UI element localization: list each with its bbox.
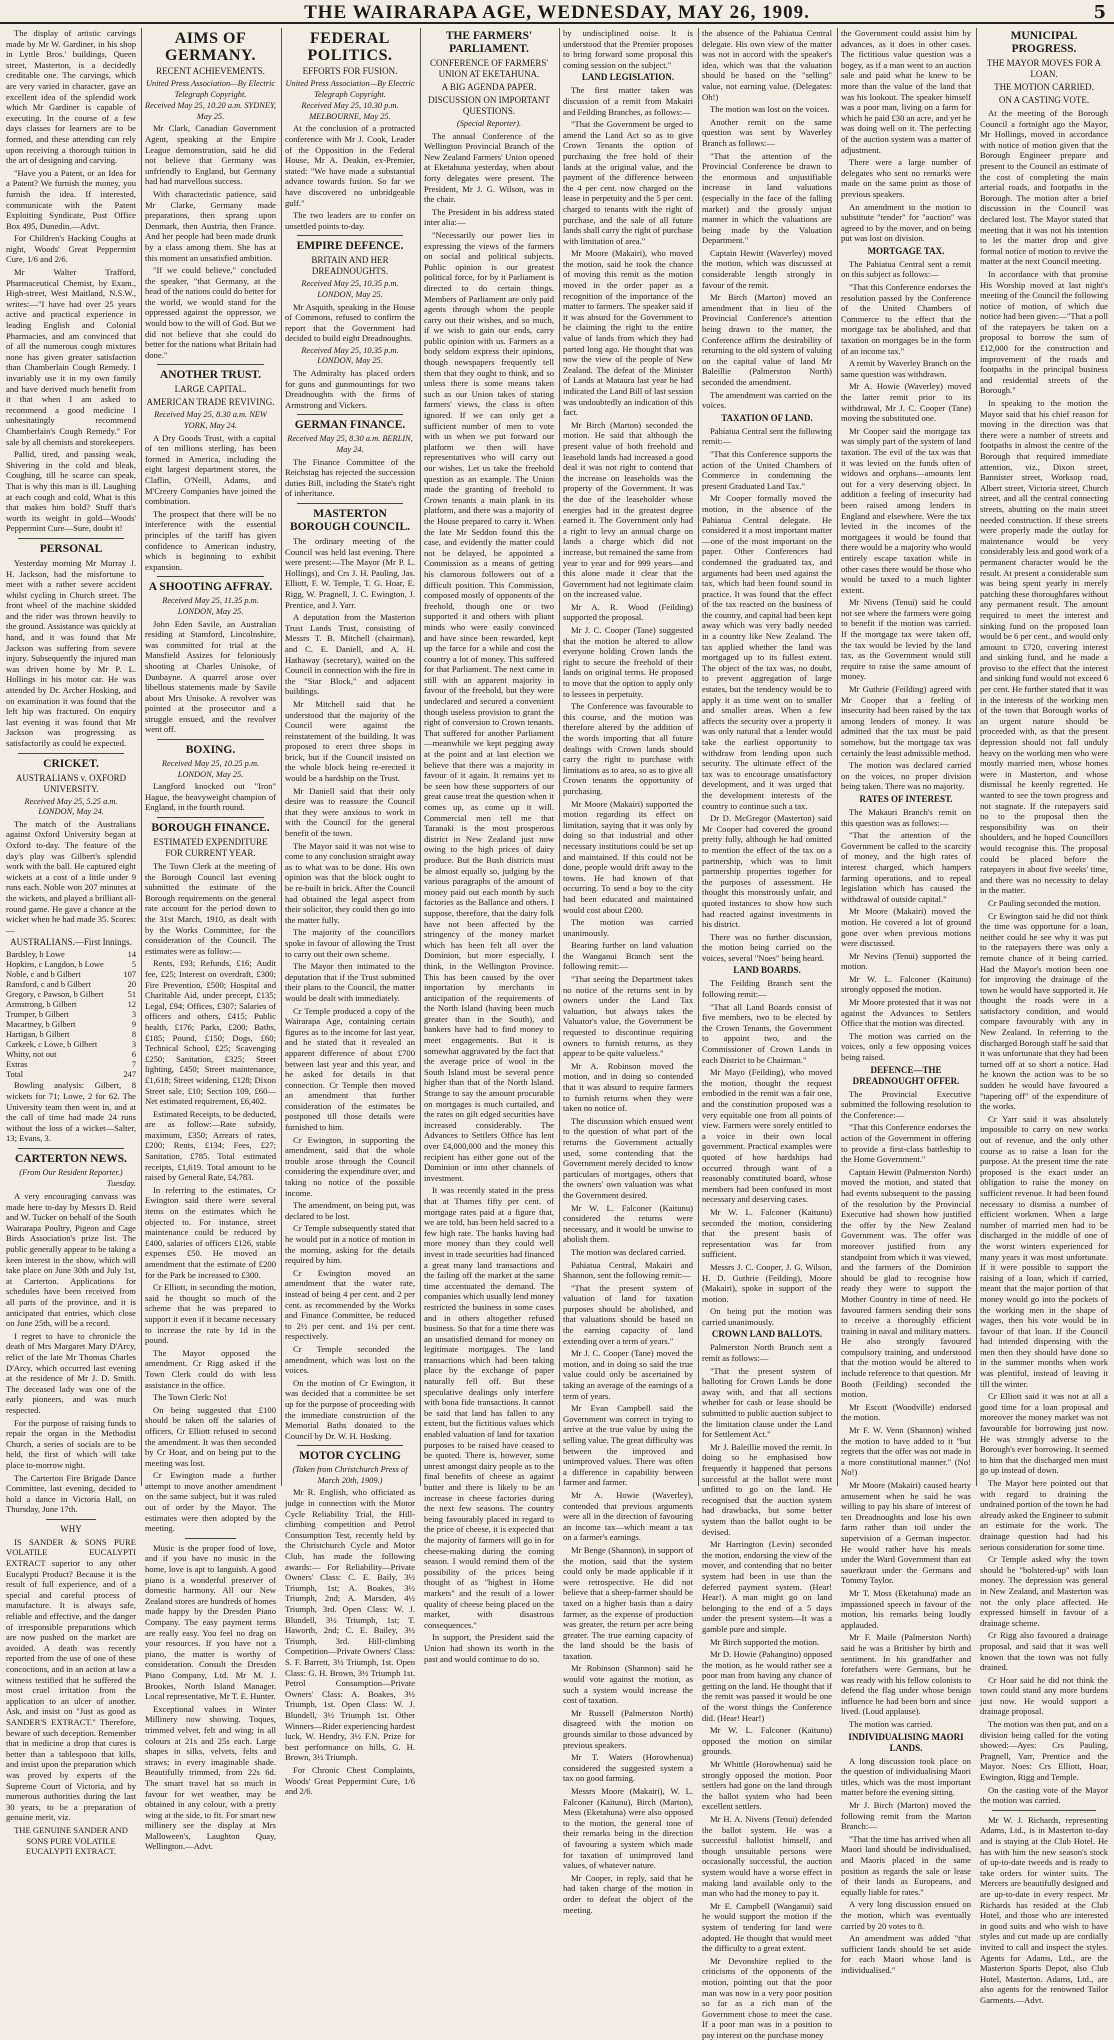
- cricket-innings: AUSTRALIANS.—First Innings.: [10, 937, 132, 948]
- dread-para-7: Mr T. Moss (Eketahuna) made an impassioned speech in favour of the motion, his remarks being loudly applauded.: [841, 1587, 971, 1630]
- batsman-runs: 9: [131, 1020, 136, 1030]
- scorecard-row: [6, 980, 136, 990]
- boxing-dateline: Received May 25, 10.25 p.m. LONDON, May 25.: [161, 759, 260, 779]
- council-para-5: The Mayor said it was not wise to come to any conclusion straight away as to what was to be done. His own opinion was that the block ought to be re-built in brick. After the Council had obtained the legal aspect from their solicitor, they could then go into the matter fully.: [285, 840, 415, 925]
- separator: [297, 235, 403, 236]
- separator: [46, 1519, 96, 1520]
- aims-para-2: With characteristic patience, said Mr Clarke, Germany made preparations, then sprang upon Denmark, then Austria, then France. And her people had been made drunk by a class among them. She has at this moment an unsatisfied ambition.: [145, 188, 276, 263]
- batsman-runs: 14: [127, 950, 136, 960]
- council-para-13: Cr Temple seconded the amendment, which was lost on the voices.: [285, 1343, 415, 1376]
- ballots-para-6: Mr D. Howie (Pahangino) opposed the motion, as he would rather see a poor man from having any chance of getting on the land. He thought that if the remit was passed it would be one of the worst things the Conference did. (Hear! Hear!): [702, 1649, 832, 1723]
- trust-dateline: Received May 25, 8.30 a.m. NEW YORK, May 24.: [154, 410, 267, 431]
- boards-para-2: "That all Land Boards consist of five members, two to be elected by the Crown Tenants, the Government to appoint two, and the Commissioner of Crown Lands in each District to be Chairman.": [702, 1001, 832, 1065]
- land-para-10: Bearing further on land valuation the Wanganui Branch sent the following remit:—: [563, 940, 693, 972]
- carterton-credit: (From Our Resident Reporter.): [19, 1167, 123, 1177]
- subheading-trust: LARGE CAPITAL.: [174, 384, 247, 395]
- col6-para-3: Another remit on the same question was sent by Waverley Branch as follows:—: [702, 116, 832, 148]
- municipal-para-7: Cr Elliott said it was not at all a good time for a loan proposal and moreover the money market was not favourable for borrowing just now. He was strongly adverse to the Borough's ever borrowing. It seemed to him that the discharged men must go up instead of down.: [980, 1391, 1108, 1476]
- tax-para-2: "That this Conference supports the action of the United Chambers of Commerce in condemning the present Graduated Land Tax.": [702, 448, 832, 491]
- mortgage-para-2: "That this Conference endorses the resolution passed by the Conference of the United Chambers of Commerce to the effect that the mortgage tax be abolished, and that taxation on mortgages be in the form of an income tax.": [841, 282, 971, 356]
- col7-para-2: There were a large number of delegates who sent no remarks were made on the same point as those of previous speakers.: [841, 157, 971, 199]
- batsman-name: Extras: [6, 1060, 28, 1070]
- boards-para-5: Messrs J. C. Cooper, J. G. Wilson, H. D. Guthrie (Feilding), Moore (Makairi), spoke in support of the motion.: [702, 1261, 832, 1304]
- boards-para-3: Mr Mayo (Feilding), who moved the motion, thought the request embodied in the remit was a fair one, and the constitution proposed was a very equitable one from all points of view. Farmers were sorely entitled to a voice in their own local government. Practical examples were quoted of how hardships had occurred through want of a reasonably constituted board, whose members had been confused in most necessary and deserving cases.: [702, 1067, 832, 1205]
- heading-land-legislation: LAND LEGISLATION.: [581, 72, 675, 83]
- land-para-6: Mr J. C. Cooper (Tane) suggested that the motion be altered to allow everyone holding Crown lands the right to secure the freehold of their lands on original terms. He proposed to move that the option to apply only to lessees in perpetuity.: [563, 625, 693, 699]
- heading-empire: EMPIRE DEFENCE.: [296, 240, 404, 253]
- col6-para-6: Mr Birch (Marton) moved an amendment that in lieu of the Provincial Conference's attention being drawn to the matter, the Conference affirm the desirability of returning to the old system of valuing on the capital value of land Mr Baleillie (Palmerston North) seconded the amendment.: [702, 292, 832, 387]
- ballots-para-9: Mr H. A. Nivens (Tenui) defended the ballot system. He was a successful ballotist himself, and though unsuitable persons were occasionally successful, the auction system would have a worse effect in making land available only to the man who had the money to pay it.: [702, 1814, 832, 1899]
- german-dateline: Received May 25, 8.30 a.m. BERLIN, May 24.: [287, 434, 413, 455]
- federal-para-1: At the conclusion of a protracted conference with Mr J. Cook, Leader of the Opposition in the Federal House, Mr A. Deakin, ex-Premier, stated: "We have made a substantial advance towards fusion. So far we have discovered no unbridgeable gulf.": [285, 123, 415, 208]
- land-para-2: "That the Government be urged to amend the Land Act so as to give Crown Tenants the option of purchasing the free hold of their lands at the original value, and the payment of the difference between the 4 per cent. now charged on the lease in perpetuity and the 5 per cent. charged to tenants with the right of purchase, and the sale of all future lands shall carry the right of purchase with limitation of area.": [563, 119, 693, 246]
- col7-para-1: the Government could assist him by advances, as it does in other cases. The fictitious value question was a bogey, as if a man went to an auction sale and paid what he knew to be more than the value of the land that was his lookout. The speaker himself was a poor man, living on a farm for which he paid £30 an acre, and yet he was doing well on it. The perfecting of the auction system was a matter of adjustment.: [841, 28, 971, 155]
- ad-rhyme: Pallid, tired, and passing weak, Shivering in the cold and bleak, Coughing, till he scarce can speak, That is why this man is ill. Laughing at each cough and cold, What is this that makes him bold? Stuff that's worth its weight in gold—Woods' Peppermint Cure—Sure, doubt it!: [6, 449, 136, 534]
- mortgage-para-5: Mr Cooper said the mortgage tax was simply part of the system of land taxation. The evil of the tax was that it was levied on the funds often of widows and orphans—amounts lent out for a very deserving object. In addition a feeling of insecurity had been raised among lenders in England and elsewhere. Were the tax levied in the incomes of the mortgagees it would be found that there would be a majority who would entirely escape taxation while in other cases there would be those who would be taxed to a much lighter extent.: [841, 425, 971, 595]
- boxing-text: Langford knocked out "Iron" Hague, the heavyweight champion of England, in the fourth round.: [145, 781, 276, 813]
- separator: [18, 538, 124, 539]
- finance-para-6: The Mayor opposed the amendment. Cr Rigg asked if the Town Clerk could do with less assistance in the office.: [145, 1347, 276, 1390]
- subheading-federal: EFFORTS FOR FUSION.: [302, 66, 398, 76]
- tax-para-1: Pahiatua Central sent the following remit:—: [702, 425, 832, 447]
- column-7: [841, 28, 971, 1975]
- column-4: [424, 28, 554, 1664]
- ballots-para-7: Mr W. L. Falconer (Kaitunu) opposed the motion on similar grounds.: [702, 1725, 832, 1757]
- subheading-empire: BRITAIN AND HER DREADNOUGHTS.: [311, 255, 389, 277]
- column-3: [285, 28, 415, 1797]
- ad-cough: For Children's Hacking Coughs at night, Woods' Great Peppermint Cure, 1/6 and 2/6.: [6, 233, 136, 265]
- carterton-para-2: I regret to have to chronicle the death of Mrs Margaret Mary D'Arcy, relict of the late Mr Thomas Charles D'Arcy, which occurred last evening at the residence of Mr J. D. Smith. The deceased lady was one of the early pioneers, and was much respected.: [6, 1330, 136, 1415]
- land-para-23: Mr Russell (Palmerston North) disagreed with the motion on grounds similar to those advanced by previous speakers.: [563, 1707, 693, 1750]
- municipal-para-6: Cr Yarr said it was absolutely impossible to carry on new works out of revenue, and the only other course as to raise a loan for the purpose. At the present time the rate proposed is the exact under an obligation to raise the money on sufficient revenue. It had been found necessary to dismiss a number of efficient workmen. When a large number of married men had to be discharged in the middle of one of the worst winters experienced for many years it was most unfortunate. If it were possible to support the raising of a loan, which if carried, meant that the major portion of that money would go into the pockets of the working men in the shape of wages, then his vote would be in favour of that loan. If the Council had intended dispensing with the men then they should have done so in the summer months when work was plentiful, instead of leaving it till the winter.: [980, 1113, 1108, 1389]
- col6-para-1: the absence of the Pahiatua Central delegate. His own view of the matter was not in accord with the speaker's idea, which was that the valuation should be based on the "selling" value, not earning value. (Delegates: Oh!): [702, 28, 832, 102]
- ad-patent: "Have you a Patent, or an Idea for a Patent? We furnish the money, you furnish the idea. If interested, communicate with the Patent Exploiting Syndicate, Post Office Box 495, Dunedin.—Advt.: [6, 167, 136, 231]
- separator: [157, 576, 264, 577]
- trust-para-1: A Dry Goods Trust, with a capital of ten millions sterling, has been formed in America, including the eight largest department stores, the Claflin, O'Neill, Adams, and M'Creery Companies have joined the combination.: [145, 432, 276, 507]
- rates-para-2: "That the attention of the Government be called to the scarcity of money, and the high rates of interest charged, which hampers farming operations, and to repeal legislation which has caused the withdrawal of outside capital.": [841, 830, 971, 904]
- batsman-runs: 20: [127, 980, 136, 990]
- land-para-25: Messrs Moore (Makairi), W. L. Falconer (Kaitunu), Birch (Marton), Mess (Eketahuna) were also opposed to the motion, the general tone of their remarks being in the direction of favouring a system which made for taxation of unimproved land values, of whatever nature.: [563, 1786, 693, 1871]
- article-carvings: The display of artistic carvings made by Mr W. Gardiner, in his shop in Lyttle Bros.' buildings, Queen street, Masterton, is a decidedly creditable one. The carvings, which are very varied in character, gave an excellent idea of the splendid work which Mr Gardiner is capable of executing. In the course of a few days classes for learners are to be formed, and these attending can rely upon receiving a thorough tuition in the art of designing and carving.: [6, 28, 136, 166]
- batsman-name: Carkeek, c Lowe, b Gilbert: [6, 1040, 98, 1050]
- batsman-name: Whitty, not out: [6, 1050, 57, 1060]
- batsman-runs: 8: [131, 1030, 136, 1040]
- column-1: [6, 28, 136, 1857]
- tax-para-5: There was no further discussion, the motion being carried on the voices, several "Noes" being heard.: [702, 931, 832, 963]
- maori-para-3: "That the time has arrived when all Maori land should be individualised, and Maoris placed in the same position as regards the sale or lease of their lands as Europeans, and equally liable for rates.": [841, 1833, 971, 1897]
- council-para-14: On the motion of Cr Ewington, it was decided that a committee be set up for the purpose of proceeding with the immediate construction of the Memorial Baths donated to the Council by Dr. W. H. Hosking.: [285, 1377, 415, 1441]
- column-5: [563, 28, 693, 1915]
- dread-para-8: Mr F. Maile (Palmerston North) said he was a Britisher by birth and sentiment. In his grandfather and forefathers were Germans, but he was ready with his fellow colonists to defend the flag under whose benign influence he had been born and since lived. (Loud applause).: [841, 1632, 971, 1717]
- heading-affray: A SHOOTING AFFRAY.: [148, 581, 273, 594]
- finance-para-4: In referring to the estimates, Cr Ewington said there were several items on the estimates which he objected to. For instance, street maintenance could be reduced by £400, salaries of officers £126, stable expenses £50. He moved an amendment that the estimate of £200 for the Park be increased to £300.: [145, 1184, 276, 1280]
- ballots-para-3: Mr J. Baleillie moved the remit. In doing so he emphasised how frequently it happened that persons successful at the ballot were most unfitted to go on the land. He recognised that the auction system had drawbacks, but some better system than the ballot ought to be devised.: [702, 1441, 832, 1537]
- batsman-runs: 3: [131, 1040, 136, 1050]
- land-para-15: The motion was declared carried.: [571, 1246, 686, 1257]
- separator: [297, 503, 403, 504]
- separator: [297, 414, 403, 415]
- aims-para-3: "If we could believe," concluded the speaker, "that Germany, at the head of the nations could do better for the world, we would stand for the oppressed against the oppressor, we would bow to the will of God. But we did not believe that she could do better for the nations what Britain had done.": [145, 265, 277, 360]
- finance-para-3: Estimated Receipts, to be deducted, are as follow:—Rate subsidy, maximum, £350; Arrears of rates, £200; Rents, £134; Fees, £27; Sanitation, £785. Total estimated receipts, £1,619. Total amount to be raised by General Rate, £4,783.: [145, 1108, 276, 1183]
- col6-para-2: The motion was lost on the voices.: [710, 104, 830, 115]
- subheading-cricket: AUSTRALIANS v. OXFORD UNIVERSITY.: [15, 772, 127, 794]
- batsman-runs: 247: [123, 1070, 136, 1080]
- subheading-municipal: THE MAYOR MOVES FOR A LOAN.: [986, 58, 1102, 79]
- heading-ballots: CROWN LAND BALLOTS.: [711, 1329, 823, 1340]
- maori-para-1: A long discussion took place on the question of individualising Maori titles, which was the most important matter before the evening sitting.: [841, 1755, 971, 1798]
- ad-woods: For Chronic Chest Complaints, Woods' Great Peppermint Cure, 1/6 and 2/6.: [285, 1764, 415, 1797]
- batsman-name: Trumper, b Gilbert: [6, 1010, 69, 1020]
- land-para-17: "That the present system of valuation of land for taxation purposes should be abolished, and that valuations should be based on the earning capacity of land extending over a term of years.": [563, 1282, 693, 1346]
- land-para-3: Mr Moore (Makairi), who moved the motion, said he took the chance of moving this remit as the motion moved in the order paper as a recognition of the importance of the matter to farmers. The speaker said if it was absurd for the Government to be claiming the right to the entire value of lands from which they had parted long ago. He thought that was now the view of the people of New Zealand. The defeat of the Minister of Lands at Mataura last year he had indicated the Land Bill of last session was undoubtedly an indication of this fact.: [563, 248, 693, 418]
- land-para-20: Mr A. Howie (Waverley), contended that previous arguments were all in the direction of favouring an income tax—which meant a tax on a farmer's earnings.: [563, 1489, 693, 1543]
- municipal-para-9: Cr Temple asked why the town should be "bolstered-up" with loan money. The depression was general in New Zealand, and Masterton was not the only place affected. He expressed himself in favour of a drainage scheme.: [980, 1554, 1108, 1628]
- heading-carterton: CARTERTON NEWS.: [14, 1152, 128, 1165]
- batsman-runs: 51: [127, 990, 136, 1000]
- mortgage-para-4: Mr A. Howie (Waverley) moved the latter remit prior to its withdrawal, Mr J. C. Cooper (Tane) moving the substituted one.: [841, 381, 971, 424]
- farmers-para-2: The President in his address stated inter alia:—: [424, 206, 554, 228]
- german-text: The Finance Committee of the Reichstag has rejected the succession duties Bill, including the State's right of inheritance.: [285, 456, 415, 499]
- federal-dateline: Received May 25, 10.30 p.m. MELBOURNE, May 25.: [301, 101, 399, 121]
- batsman-runs: 107: [123, 970, 136, 980]
- separator: [18, 753, 124, 754]
- ballots-para-10: Mr E. Campbell (Wanganui) said he would support the motion if the system of tendering for land were adopted. He thought that would meet the difficulty to a great extent.: [702, 1900, 832, 1954]
- heading-motor-cycling: MOTOR CYCLING: [299, 1450, 401, 1463]
- col6-para-5: Captain Hewitt (Waverley) moved the motion, which was discussed at considerable length strongly in favour of the remit.: [702, 247, 832, 290]
- column-8: [980, 28, 1108, 2005]
- rates-para-4: Mr Nevins (Tenui) supported the motion.: [841, 950, 971, 972]
- finance-para-8: On being suggested that £100 should be taken off the salaries of officers, Cr Elliott refused to second the amendment. It was then seconded by Cr Hoar, and on being put to the meeting was lost.: [145, 1404, 276, 1468]
- separator: [18, 1148, 124, 1149]
- page-columns: [6, 28, 1108, 2040]
- scorecard-row: [6, 1010, 136, 1020]
- dread-para-5: Mr F. W. Venn (Shannon) wished the motion to have added to it "but regrets that the offer was not made in a more constitutional manner." (No! No!): [841, 1425, 971, 1478]
- finance-para-9: Cr Ewington made a further attempt to move another amendment on the same subject, but it was ruled out of order by the Mayor. The estimates were then adopted by the meeting.: [145, 1470, 276, 1534]
- heading-cricket: CRICKET.: [43, 757, 99, 770]
- empire-dateline-2: Received May 25, 10.35 p.m. LONDON, May 25.: [301, 345, 399, 366]
- ad-millinery: Exceptional values in Winter Millinery now showing. Toques, trimmed velvet, felt and wing; in all colours at 21s and 25s each. Large shapes in silks, velvets, felts and straws; in every imaginable shade. Beautifully trimmed, from 22s 6d. The smart travel hat so much in favour for wet weather, may be obtained in any colour, with a pretty wing at the side, to fit. For smart new millinery see the display at Mrs Malloween's, Laughton Quay, Wellington.—Advt.: [145, 1703, 276, 1852]
- aims-dateline: Received May 25, 10.20 a.m. SYDNEY, May 25.: [145, 101, 276, 121]
- council-para-10: The amendment, on being put, was declared to be lost.: [285, 1200, 415, 1221]
- separator: [297, 1445, 403, 1446]
- subheading-farmers-3: DISCUSSION ON IMPORTANT QUESTIONS.: [428, 95, 550, 116]
- empire-dateline: Received May 25, 10.35 p.m. LONDON, May 25.: [301, 279, 399, 299]
- separator: [185, 1538, 236, 1539]
- ballots-para-2: "That the present system of balloting for Crown Lands be done away with, and that all sections whether for cash or lease should be submitted to public auction subject to the limitation clause under the Land for Settlement Act.": [702, 1365, 832, 1440]
- heading-land-boards: LAND BOARDS.: [733, 965, 801, 976]
- municipal-para-2: In accordance with that promise His Worship moved at last night's meeting of the Council the following notice of motion, of which due notice had been given:—"That a poll of the ratepayers be taken on a proposal to borrow the sum of £12,000 for the construction and improvement of the roads and footpaths in the principal business and residential streets of the Borough.": [980, 268, 1108, 396]
- column-2: [145, 28, 277, 1852]
- dread-para-6: Mr Moore (Makairi) caused hearty amusement when he said he was willing to pay his share of interest of ten Dreadnoughts and lose his own farm rather than toil under the supervision of a German inspector. He would rather have his meals under the Ward Government than eat sauerkraut under the Germans and Tommy Taylor.: [841, 1480, 971, 1586]
- aims-credit: United Press Association—By Electric Telegraph Copyright.: [145, 79, 276, 99]
- federal-credit: United Press Association—By Electric Telegraph Copyright.: [285, 79, 415, 99]
- farmers-para-1: The annual Conference of the Wellington Provincial Branch of the New Zealand Farmers' Union opened at Eketahuna yesterday, when about forty delegates were present. The President, Mr J. G. Wilson, was in the chair.: [424, 130, 554, 205]
- carterton-para-1: A very encouraging canvass was made here to-day by Messrs D. Reid and W. Tucker on behalf of the South Wairarapa Poultry, Pigeon and Cage Birds Association's prize list. The public generally appear to be taking a keen interest in the show, which will take place on June 30th and July 1st, at Carterton. Applications for schedules have been received from all parts of the province, and it is anticipated that entries, which close on June 25th, will be a record.: [6, 1191, 136, 1329]
- subheading-municipal-3: ON A CASTING VOTE.: [998, 95, 1090, 105]
- batsman-name: Noble, c and b Gilbert: [6, 970, 81, 980]
- dread-para-4: Mr Escott (Woodville) endorsed the motion.: [841, 1401, 971, 1423]
- land-para-12: Mr A. Robinson moved the motion, and in doing so contended that it was absurd to require farmers to furnish returns when they were taken no notice of.: [563, 1060, 693, 1114]
- federal-para-2: The two leaders are to confer on unsettled points to-day.: [285, 210, 415, 231]
- subheading-finance: ESTIMATED EXPENDITURE FOR CURRENT YEAR.: [153, 837, 268, 859]
- land-para-7: The Conference was favourable to this course, and the motion was therefore altered by the addition of the words importing that all future dealings with Crown lands should carry the right to purchase with limitations as to area, so as to give all Crown tenants the opportunity of purchasing.: [563, 701, 693, 796]
- council-para-6: The majority of the councillors spoke in favour of allowing the Trust to carry out their own scheme.: [285, 927, 415, 959]
- motor-text: Mr R. English, who officiated as judge in connection with the Motor Cycle Reliability Trial, the Hill-climbing competition and Petrol Consumption Test, recently held by the Christchurch Cycle and Motor Club, has made the following awards:— For Reliability—Private Owners' Class: C. E. Baily, 3½ Triumph, 1st; A. Boakes, 3½ Triumph, 2nd; A. Marsden, 4½ Triumph, 3rd. Open Class: W. J. Blundell, 3½ Triumph, 1st; T. Haworth, 2nd; C. E. Bailey, 3½ Triumph, 3rd. Hill-climbing Competition—Private Owners' Class: S. F. Barrett, 3½ Triumph, 1st. Open Class: G. H. Brown, 3½ Triumph 1st. Petrol Consumption—Private Owners' Class: A. Boakes, 3½ Triumph, 1st. Open Class: W. J. Blundell, 3½ Triumph 1st. Other Winners—Rider experiencing hardest luck, W. Hendry, 3½ F.N. Prize for best performance on hills, G. H. Brown, 3½ Triumph.: [285, 1487, 415, 1763]
- carterton-para-4: The Carterton Fire Brigade Dance Committee, last evening, decided to hold a dance in Victoria Hall, on Thursday, June 17th.: [6, 1472, 136, 1515]
- empire-para-1: Mr Asquith, speaking in the House of Commons, refused to confirm the report that the Government had decided to build eight Dreadnoughts.: [285, 301, 415, 344]
- subheading-trust-2: AMERICAN TRADE REVIVING.: [146, 397, 275, 408]
- land-para-8: Mr Moore (Makairi) supported the motion regarding its effect on limitation, saying that it was only by doing so that industrial and other necessary institutions could be set up and maintained. If this could not be done, people would drift away to the towns. He had known of that occurring. To send a boy to the city had been educated and maintained would cost about £200.: [563, 798, 693, 915]
- page-number: 5: [1093, 2, 1106, 23]
- municipal-para-10: Cr Rigg also favoured a drainage proposal, and said that it was well known that the town was not fully drained.: [980, 1630, 1108, 1673]
- council-para-3: Mr Mitchell said that he understood that the majority of the Council were against the reinstatement of the building. It was proposed to erect three shops in brick, but if the Council insisted on the whole block being re-erected it would be a hardship on the Trust.: [285, 698, 415, 784]
- heading-why: WHY: [60, 1523, 82, 1534]
- heading-personal: PERSONAL: [39, 542, 103, 555]
- heading-rates-interest: RATES OF INTEREST.: [859, 793, 953, 804]
- batsman-name: Macartney, b Gilbert: [6, 1020, 76, 1030]
- rates-para-6: Mr Moore protested that it was not against the Advances to Settlers Office that the motion was directed.: [841, 997, 971, 1029]
- batsman-runs: 5: [131, 960, 136, 970]
- scorecard-row: [6, 970, 136, 980]
- carterton-para-3: For the purpose of raising funds to repair the organ in the Methodist Church, a series of socials are to be held, the first of which will take place to-morrow night.: [6, 1417, 136, 1470]
- municipal-para-8: The Mayor here pointed out that with regard to draining the undrained portion of the town he had already asked the Engineer to submit an estimate for the work. The drainage question had had his serious consideration for some time.: [980, 1478, 1108, 1552]
- scorecard-row: [6, 1000, 136, 1010]
- heading-trust: ANOTHER TRUST.: [159, 369, 262, 382]
- masthead-rule: [0, 22, 1114, 24]
- tax-para-4: Dr D. McGregor (Masterton) said Mr Cooper had covered the ground pretty fully, although he had omitted to mention the effect of the tax on a partnership, which was to limit partnership properties together for the purposes of assessment. He thought this monstrously unfair, and quoted instances to show how such had reacted against investments in his district.: [702, 813, 832, 930]
- col5-para-1: by undisciplined noise. It is understood that the Premier proposes to bring forward some proposal this coming session on the subject.": [563, 28, 693, 70]
- land-para-14: Mr W. L. Falconer (Kaitunu) considered the returns were necessary, and it would be unwise to abolish them.: [563, 1202, 693, 1245]
- ballots-para-11: Mr Devonshire replied to the criticisms of the opponents of the motion, pointing out that the poor man was now in a very poor position so far as a rich man of the Government chose to meet the case. If a poor man was in a position to pay interest on the purchase money: [702, 1955, 832, 2040]
- affray-dateline: Received May 25, 11.35 p.m. LONDON, May 25.: [162, 596, 259, 616]
- heading-federal: FEDERAL POLITICS.: [307, 30, 393, 64]
- rates-para-7: The motion was carried on the voices, only a few opposing voices being raised.: [841, 1030, 971, 1063]
- subheading-aims: RECENT ACHIEVEMENTS.: [156, 66, 265, 76]
- scorecard-row: [6, 1040, 136, 1050]
- separator: [157, 817, 264, 818]
- land-para-21: Mr Benge (Shannon), in support of the motion, said that the system could only be made applicable if it were retrospective. He did not believe that a sheep-farmer should be taxed on a higher basis than a dairy farmer, as the expense of production was greater, the return per acre being greater. The true earning capacity of the land should be the basis of taxation.: [563, 1544, 693, 1661]
- municipal-para-13: On the casting vote of the Mayor the motion was carried.: [980, 1784, 1108, 1806]
- boards-para-1: The Feilding Branch sent the following remit:—: [702, 978, 832, 1000]
- scorecard-row: [6, 1050, 136, 1060]
- land-para-13: The discussion which ensued went to the question of what part of the returns the Government actually used, some contending that the Government merely decided to know particulars of mortgages, others that the owners' own valuation was what the Government desired.: [563, 1115, 693, 1200]
- rates-para-1: The Makauri Branch's remit on this question was as follows:—: [841, 806, 971, 828]
- ad-richards: Mr W. J. Richards, representing Adams, Ltd., is in Masterton to-day and is staying at the Club Hotel. He has with him the new season's stock of up-to-date tweeds and is ready to take orders for winter suits. The Mercers are beautifully designed and are up-to-date in every respect. Mr Richards has resided at the Club Hotel, and those who are interested in good suits and who wish to have styles and cut made up are cordially invited to call and inspect the styles. Agents for Adams, Ltd., are the Masterton Sports Depot, also Club Hotel, Masterton. Adams, Ltd., are also agents for the renowned Tailor Garments.—Advt.: [980, 1814, 1108, 2005]
- batsman-name: Total: [6, 1070, 24, 1080]
- rates-para-3: Mr Moore (Makairi) moved the motion. He covered a lot of ground gone over when previous motions were discussed.: [841, 906, 971, 949]
- municipal-para-5: Cr Ewington said he did not think the time was opportune for a loan, neither could he see why it was put to the ratepayers there was only a remote chance of it being carried. Had the Mayor's motion been one for improving the drainage of the town he would have supported it. He thought the roads were in a satisfactory condition, and would compare favourably with any in New Zealand. In referring to the discharged Borough staff he said that it was unfortunate that they had been turned off at so short a notice. Had he known the action was to be so sudden he would have favoured a "tapering off" of the expenditure of the works.: [980, 910, 1108, 1112]
- ad-music: Music is the proper food of love, and if you have no music in the home, love is apt to languish. A good piano is a wonderful preserver of domestic harmony. All our New Zealand stores are hundreds of homes made happy by the Dresden Piano Company. The easy payment terms are really easy. You feel no drag on your resources. If you have not a piano, the matter is worthy of consideration. Consult the Dresden Piano Company, Ltd. Mr M. J. Brookes, North Island Manager. Local representative, Mr T. E. Hunter.: [145, 1542, 276, 1702]
- subheading-farmers-2: A BIG AGENDA PAPER.: [441, 82, 537, 92]
- land-para-5: Mr A. R. Wood (Feilding) supported the proposal.: [563, 601, 693, 623]
- mortgage-para-3: A remit by Waverley Branch on the same question was withdrawn.: [841, 358, 971, 379]
- mortgage-para-1: The Pahiatua Central sent a remit on this subject as follows:—: [841, 258, 971, 280]
- separator: [157, 739, 264, 740]
- finance-para-5: Cr Elliott, in seconding the motion, said he thought so much of the scheme that he was prepared to support it even if it became necessary to increase the rate by 1d in the pound.: [145, 1282, 276, 1346]
- batsman-name: Bardsley, b Lowe: [6, 950, 65, 960]
- heading-farmers: THE FARMERS' PARLIAMENT.: [445, 30, 533, 55]
- col6-para-7: The amendment was carried on the voices.: [702, 389, 832, 411]
- scorecard-row: [6, 990, 136, 1000]
- rates-para-5: Mr W. L. Falconer (Kaitunu) strongly opposed the motion.: [841, 973, 971, 995]
- council-para-8: Cr Temple produced a copy of the Wairarapa Age, containing certain figures as to the income for last year, and he stated that it revealed an apparent difference of about £700 between last year and this year, and he asked for details in that connection. Cr Temple then moved an amendment that further consideration of the estimates be postponed till those details were furnished to him.: [285, 1005, 415, 1133]
- ballots-para-5: Mr Birch supported the motion.: [710, 1636, 820, 1647]
- council-para-7: The Mayor then intimated to the deputation that if the Trust submitted their plans to the Council, the matter would be dealt with immediately.: [285, 961, 415, 1003]
- heading-aims-germany: AIMS OF GERMANY.: [165, 30, 256, 64]
- carterton-day: Tuesday.: [106, 1179, 136, 1189]
- land-para-16: Pahiatua Central, Makairi and Shannon, sent the following remit:—: [563, 1259, 693, 1281]
- ballots-para-8: Mr Whittle (Horowhenua) said he strongly opposed the motion. Poor settlers had gone on the land through the ballot system who had been excellent settlers.: [702, 1759, 832, 1812]
- heading-dreadnought: DEFENCE—THE DREADNOUGHT OFFER.: [852, 1064, 960, 1086]
- council-para-1: The ordinary meeting of the Council was held last evening. There were present:—The Mayor (Mr P. L. Hollings), and Crs J. H. Pauling, Jas. Elliott, F. W. Temple, T. G. Hoar, E. Rigg, W. Pragnell, J. C. Ewington, J. Prentice, and J. Yarr.: [285, 536, 415, 610]
- subheading-farmers: CONFERENCE OF FARMERS' UNION AT EKETAHUNA.: [430, 58, 548, 79]
- ad-testimonial: Mr Walter Trafford, Pharmaceutical Chemist, by Exam., High-street, West Maitland, N.S.W., writes:—"I have had over 25 years active and practical experience in leading English and Colonial Pharmacies, and am convinced that of all the numerous cough mixtures none has given greater satisfaction than Chamberlain Cough Remedy. I invariably use it in my own family and have derived much benefit from it that when I am asked to recommend a good medicine I unhesitatingly recommend Chamberlain's Cough Remedy." For sale by all chemists and storekeepers.: [6, 267, 136, 447]
- heading-maori-lands: INDIVIDUALISING MAORI LANDS.: [848, 1731, 964, 1753]
- scorecard-row: [6, 1030, 136, 1040]
- col7-para-3: An amendment to the motion to substitute "tender" for "auction" was agreed to by the mover, and on being put was lost on division.: [841, 201, 971, 244]
- heading-taxation: TAXATION OF LAND.: [721, 412, 813, 423]
- cricket-dateline: Received May 25, 5.25 a.m. LONDON, May 24.: [24, 796, 118, 817]
- batsman-runs: 7: [131, 1060, 136, 1070]
- dread-para-1: The Provincial Executive submitted the following resolution to the Conference:—: [841, 1088, 971, 1120]
- batsman-name: Armstrong, b Gilbert: [6, 1000, 77, 1010]
- scorecard-row: [6, 1070, 136, 1080]
- boards-para-4: Mr W. L. Falconer (Kaitunu) seconded the motion, considering that the present basis of representation was far from sufficient.: [702, 1206, 832, 1260]
- maori-para-5: An amendment was added "that sufficient lands should be set aside for each Maori whose land is individualised.": [841, 1933, 971, 1975]
- masthead: [0, 0, 1114, 22]
- mortgage-para-7: Mr Guthrie (Feilding) agreed with Mr Cooper that a feeling of insecurity had been raised by the tax among lenders of money. It was admitted that the tax must be paid somehow, but the mortgage tax was certainly the least admissible method.: [841, 684, 971, 758]
- dread-para-3: Captain Hewitt (Palmerston North) moved the motion, and stated that had events subsequent to the passing of the resolution by the Provincial Executive had shown how justified the offer by the New Zealand Government was. The offer was moreover justified from any standpoint from which it was viewed, and the farmers of the Dominion should be glad to recognise how ready they were to support the Mother Country in time of need. He favoured farmers sending their sons to receive a thoroughly efficient training in naval and military matters. He also strongly favoured compulsory training, and understood that the motion would be altered to include reference to that question. Mr Booth (Feilding) seconded the motion.: [841, 1166, 971, 1400]
- article-personal: Yesterday morning Mr Murray J. H. Jackson, had the misfortune to meet with a rather severe accident whilst cycling in Church street. The front wheel of the machine skidded and the rider was thrown heavily to the ground. Assistance was quickly at hand, and it was found that Mr Jackson was suffering from severe injury. Subsequently the injured man was driven home by Mr P. L. Hollings in his motor car. He was attended by Dr. Archer Hosking, and on examination it was found that the left hip was fractured. On enquiry last evening it was found that Mr Jackson was progressing as satisfactorily as could be expected.: [6, 557, 136, 748]
- maori-para-2: Mr J. Birch (Marton) moved the following remit from the Marton Branch:—: [841, 1800, 971, 1832]
- separator: [157, 364, 264, 365]
- farmers-credit: (Special Reporter).: [456, 119, 522, 128]
- land-para-26: Mr Cooper, in reply, said that he had taken charge of the motion in order to defeat the object of the meeting.: [563, 1872, 693, 1915]
- boards-para-6: On being put the motion was carried unanimously.: [702, 1306, 832, 1327]
- scorecard-row: [6, 1020, 136, 1030]
- municipal-para-11: Cr Hoar said he did not think the town could stand any more burdens just now. He would support a drainage proposal.: [980, 1674, 1108, 1717]
- land-para-19: Mr Evan Campbell said the Government was correct in trying to arrive at the true value by using the selling value. The great difficulty was between the improved and unimproved values. There was often a difference in capability between farmer and farmer.: [563, 1403, 693, 1488]
- col6-para-4: "That the attention of the Provincial Conference be drawn to the enormous and unjustifiable increase in land valuations (especially in the face of the falling market) and the grossly unjust manner in which the valuations are being made by the Valuation Department.": [702, 150, 832, 246]
- ballots-para-4: Mr Harrington (Levin) seconded the motion, endorsing the view of the mover, and contending that no better system had been in use than the deferred payment system. (Hear! Hear!). A man might go on land belonging to the end of a 5 days under the present system—It was a gamble pure and simple.: [702, 1539, 832, 1634]
- heading-mortgage-tax: MORTGAGE TAX.: [867, 245, 945, 256]
- cricket-bowling: Bowling analysis: Gilbert, 8 wickets for 71; Lowe, 2 for 62. The University team then went in, and at the call of time had made 24 runs without the loss of a wicket—Salter, 13; Evans, 3.: [6, 1080, 136, 1144]
- municipal-para-3: In speaking to the motion the Mayor said that his chief reason for moving in the direction was that there were a number of streets and footpaths in almost the centre of the Borough that required immediate attention, viz., Dixon street, Bannister street, Worksop road, Albert street, Victoria street, Church street, and all the central connecting streets, abutting on the main street needed construction. If these streets were properly made the outlay for maintenance would be very considerably less and good work of a permanent character would be the result. At present a considerable sum was being spent yearly in merely patching these thoroughfares without any permanent result. The amount required to meet the interest and sinking fund on the proposed loan would be 6 per cent., and would only amount to £720, covering interest and sinking fund, and he made a proviso to the effect that the interest and sinking fund would not exceed 6 per cent. He further stated that it was in the interests of the working men of the town that Borough works of an urgent nature should be proceeded with, as that the present depression should not fall unduly heavy on the working men who were mostly married men, whose homes were in Masterton, and whose dismissal he keenly regretted. He wanted to see the town progress and not stagnate. If the ratepayers said no to the proposal then the responsibility was on their shoulders, and he hoped Councillors would recognise this. The proposal could be placed before the ratepayers in about five weeks' time, and there was no necessity to delay in the matter.: [980, 398, 1108, 896]
- batsman-name: Hartigan, b Gilbert: [6, 1030, 70, 1040]
- council-para-4: Mr Daniell said that their only desire was to reassure the Council that they were anxious to work in with the Council for the general benefit of the town.: [285, 785, 415, 839]
- heading-finance: BOROUGH FINANCE.: [151, 822, 270, 835]
- finance-para-2: Rents, £93; Refunds, £16; Audit fee, £25; Interest on overdraft, £300; Fire Prevention, £500; Hospital and Charitable Aid, under precept, £135; Legal, £94; Offices, £307; Salaries of officers and others, £415; Public health, £176; Parks, £200; Baths, £185; Pound, £150; Dogs, £60; Technical School, £25; Scavenging £250; Sanitation, £325; Street lighting, £450; Street maintenance, £1,618; Street widening, £128; Dixon Street sale, £10; Section 109, £60—Net estimated requirement, £6,402.: [145, 958, 276, 1107]
- council-para-9: Cr Ewington, in supporting the amendment, said that the whole trouble arose through the Council considering the expenditure over, and taking no notice of the possible income.: [285, 1134, 415, 1198]
- empire-para-2: The Admiralty has placed orders for guns and gunmountings for two Dreadnoughts with the firms of Armstrong and Vickers.: [285, 368, 415, 410]
- trust-para-2: The prospect that there will be no interference with the essential principles of the tariff has given confidence to American industry, which is beginning to exhibit expansion.: [145, 508, 276, 572]
- mortgage-para-8: The motion was declared carried on the voices, no proper division being taken. There was no majority.: [841, 760, 971, 792]
- batsman-name: Ransford, c and b Gilbert: [6, 980, 91, 990]
- aims-para-1: Mr Clark, Canadian Government Agent, speaking at the Empire League demonstration, said he did not believe that Germany was unfriendly to England, but Germany had had marvellous success.: [145, 123, 276, 187]
- council-para-11: Cr Temple subsequently stated that he would put in a notice of motion in the morning, asking for the details required by him.: [285, 1223, 415, 1266]
- column-6: [702, 28, 832, 2040]
- batsman-runs: 6: [131, 1050, 136, 1060]
- land-para-11: "That seeing the Department takes no notice of the returns sent in by owners under the Land Tax valuation, but always takes the Valuator's value, the Government be requested to discontinue requiring owners to furnish returns, as they appear to be quite valueless.": [563, 974, 693, 1059]
- land-para-24: Mr T. Waters (Horowhenua) considered the suggested system a tax on good farming.: [563, 1752, 693, 1784]
- batsman-name: Gregory, c Pawson, b Gilbert: [6, 990, 104, 1000]
- batsman-name: Hopkins, c Langdon, b Lowe: [6, 960, 104, 970]
- finance-para-1: The Town Clerk at the meeting of the Borough Council last evening submitted the estimate of the Borough requirements on the general rate account for the period down to the 31st March, 1910, as dealt with by the Works Committee, for the consideration of the Council. The estimates were as follow:—: [145, 861, 276, 956]
- land-para-4: Mr Birch (Marton) seconded the motion. He said that although the present value of both freehold and leasehold lands had increased a good deal it was not right to contend that the increase on leaseholds was the property of the Government. It was the due of the leaseholder whose energies had in the greatest degree earned it. The Government only had a right to levy an annual charge on lands a charge which did not increase, but remained the same from year to year and for 999 years—and this alone made it clear that the Government had not legitimate claim on the increased value.: [563, 419, 693, 600]
- dread-para-9: The motion was carried.: [849, 1719, 933, 1730]
- land-para-22: Mr Robinson (Shannon) said he would vote against the motion, as such a system would increase the cost of taxation.: [563, 1663, 693, 1706]
- farmers-para-3: "Necessarily our power lies in expressing the views of the farmers on social and political subjects. Public opinion is our greatest political force, for by it Parliament is directed to do certain things. Members of Parliament are only paid agents through whom the people carry out their wishes, and so much, if we wish to gain our ends, carry public opinion with us. Farmers as a body seldom express their opinions, though newspapers frequently tell them that they ought to think, and so unless there is some means taken such as our Union takes of stating farmers' views, the class is often ignored. If we can only get a sufficient number of men to vote with us when we put forward our platform we then will have representatives who will carry out our wishes. Let us take the freehold question as an example. The Union made the granting of freehold to Crown tenants a main plank in its platform, and there was a majority of the House prepared to carry it. When the late Mr Seddon found this the case, and evidently the matter could not be delayed, he appointed a Commission as a means of getting his clamorous followers out of a difficult position. This Commission, composed mostly of opponents of the freehold, though one or two supported it and others with pliant minds who were easily convinced and have since been rewarded, kept up the farce for a while and cost the country a lot of money. This suffered for that Parliament. The next came in still with an apparent majority in favour of the freehold, but they were undeclared and secured a convenient though useless provision to grant the right of conversion to Crown tenants. That suffered for another Parliament—meanwhile we kept pegging away at the point and at last election we believe that there was a majority in favour of it again. It remains yet to be seen how these supporters of our great cause treat the question when it comes up, as come up it will. Commercial men tell me that Taranaki is the most prosperous district in New Zealand just now owing to the high prices of dairy produce. But the Bush districts must be almost equally so, judging by the various paragraphs of the amount of money paid out each month by such factories as the Ballance and others. I suppose, therefore, that the dairy folk have not been affected by the stringency of the money market which has been felt all over the Dominion, but more especially, I think, in the Wellington Province. This has been caused by the over importation by merchants in anticipation of the requirements of the North Island (having been much greater than in the South), and bankers have had to find money to meet engagements. But it is somewhat aggravated by the fact that the average price of wool in the South Island must be several pence higher than that of the North Island. Strange to say the amount procurable on mortgages is much curtailed, and the rates on gilt edged securities have increased considerably. The Advances to Settlers Office has lent over £4,000,000 and the money this recipient has either gone out of the Dominion or into other channels of investment.: [424, 229, 554, 1183]
- cricket-scorecard: [6, 950, 136, 1080]
- tax-para-3: Mr Cooper formally moved the motion, in the absence of the Pahiatua Central delegate. He considered it a most important matter—one of the most important on the paper. Other Conferences had condemned the graduated tax, and arguments had been used against the tax, which had been found sound in practice. It was found that the effect of the tax reacted on the business of the country, and capital had been kept away which was very badly needed in a country like New Zealand. The tax applied whether the land was mortgaged up to its fullest extent. The object of the tax was, no doubt, to prevent aggregation of large estates, but the tendency would be to apply it as time went on to smaller and smaller areas. When a few affects the security over a property it was only natural that a lender would take the earliest opportunity to withdraw from lending upon such security. The ultimate effect of the tax was to encourage unsatisfactory development, and it was urged that the development interests of the country to continue such a tax.: [702, 493, 832, 811]
- batsman-runs: 12: [127, 1000, 136, 1010]
- batsman-runs: 3: [131, 1010, 136, 1020]
- heading-german-finance: GERMAN FINANCE.: [294, 419, 406, 432]
- council-para-2: A deputation from the Masterton Trust Lands Trust, consisting of Messrs T. B. Mitchell (chairman), and C. E. Daniell, and A. H. Hathaway (secretary), waited on the Council in connection with the fire in the "Star Block," and adjacent buildings.: [285, 612, 415, 697]
- ballots-para-1: Palmerston North Branch sent a remit as follows:—: [702, 1342, 832, 1364]
- municipal-para-4: Cr Pauling seconded the motion.: [988, 897, 1101, 908]
- municipal-para-12: The motion was then put, and on a division being called for the voting showed:—Ayes: Crs Pauling, Pragnell, Yarr, Prentice and the Mayor. Noes: Crs Elliott, Hoar, Ewington, Rigg and Temple.: [980, 1719, 1108, 1783]
- municipal-para-1: At the meeting of the Borough Council a fortnight ago the Mayor, Mr Hollings, moved in accordance with notice of motion given that the Borough Engineer prepare and present to the Council an estimate of the cost of completing the main arterial roads, and footpaths in the Borough. The motion after a brief discussion in the Council was declared lost. The Mayor stated that meeting that it was not his intention to let the matter drop and give formal notice of motion to revive the matter at the next Council meeting.: [980, 108, 1108, 267]
- scorecard-row: [6, 960, 136, 970]
- land-para-18: Mr J. C. Cooper (Tane) moved the motion, and in doing so said the true value could only be ascertained by taking an average of the earnings of a term of years.: [563, 1348, 693, 1401]
- farmers-para-5: In support, the President said the Union had shown its worth in the past and would continue to do so.: [424, 1632, 554, 1664]
- scorecard-row: [6, 950, 136, 960]
- land-para-9: The motion was carried unanimously.: [563, 917, 693, 938]
- scorecard-row: [6, 1060, 136, 1070]
- dread-para-2: "That this Conference endorses the action of the Government in offering to provide a first-class battleship to the Home Government.": [841, 1122, 971, 1165]
- subheading-municipal-2: THE MOTION CARRIED.: [994, 82, 1094, 92]
- separator: [992, 1810, 1096, 1811]
- heading-municipal: MUNICIPAL PROGRESS.: [1010, 30, 1078, 55]
- heading-boxing: BOXING.: [185, 744, 236, 757]
- farmers-para-4: It was recently stated in the press that at Thames fifty per cent. of mortgage rates paid at a figure that, we are told, has been held sacred to a few high rate. The banks having had more money than they could well invest in trade securities had financed a great many land transactions and the failing off the market at the same time accentuated the demand. The companies which usually lend money restricted the business in some cases and in others altogether refused business. So that for a time there was an unsatisfied demand for money on legitimate mortgages. The land transactions which had been taking place by the exchange of paper naturally fell off. But these speculative dealings only interfere with bona fide transactions. It cannot be said that land has fallen to any extent, but the fictitious values which enabled valuation of land for taxation purposes to be raised have ceased to be quoted. There is, however, some unrest amongst dairy people as to the final benefits of cheese as against butter and there is likely to be an increase in cheese factories during the next few seasons. The country being favourably placed in regard to the price of cheese, it is expected that the majority of farmers will go in for cheese-making during the coming season. I would remind them of the possibility of the prices being thought of as "highest in Home markets" and the result of a lower quality of cheese being placed on the market, with disastrous consequences.": [424, 1185, 554, 1630]
- land-para-1: The first matter taken was discussion of a remit from Makairi and Feilding Branches, as follows:—: [563, 85, 693, 117]
- council-para-12: Cr Ewington moved an amendment that the water rate, instead of being 4 per cent. and 2 per cent. as recommended by the Works and Finance Committee, be reduced to 2½ per cent. and 1¼ per cent. respectively.: [285, 1267, 415, 1342]
- motor-credit: (Taken from Christchurch Press of March 20th, 1909.): [292, 1465, 408, 1485]
- affray-text: John Eden Savile, an Australian residing at Stamford, Lincolnshire, was committed for trial at the Mansfield Assizes for feloniously shooting at Charles Unisoke, of Dunbayne. A quarrel arose over libellous statements made by Savile about Mrs Unisoke. A revolver was pointed at the prosecutor and a struggle ensued, and the revolver went off.: [145, 618, 276, 735]
- finance-para-7: The Town Clerk: No!: [153, 1392, 227, 1403]
- ad-sander: IS SANDER & SONS PURE VOLATILE EUCALYPTI EXTRACT superior to any other Eucalypti Product? Because it is the result of full experience, and of a special and careful process of manufacture. It is always safe, reliable and effective, and the danger of irresponsible preparations which are now pushed on the market are avoided. A death was recently reported from the use of one of these concoctions, and in an action at law a witness testified that he suffered the most cruel irritation from the application to an ulcer of another. Ask, and insist on "Just as good as SANDER'S EXTRACT." Therefore, beware of such deception. Remember that in medicine a drop that cures is better than a tablespoon that kills, and insist upon the preparation which was proved by experts of the Supreme Court of Victoria, and by numerous authorities during the last 30 years, to be a preparation of genuine merit, viz.: [6, 1536, 136, 1823]
- mortgage-para-6: Mr Nivens (Tenui) said he could not see where the farmers were going to benefit if the motion was carried. If the mortgage tax were taken off, the tax would be levied by the land tax, as the Government would still require to raise the same amount of money.: [841, 597, 971, 682]
- heading-council: MASTERTON BOROUGH COUNCIL.: [289, 508, 411, 533]
- newspaper-title: THE WAIRARAPA AGE, WEDNESDAY, MAY 26, 1909.: [304, 2, 810, 23]
- maori-para-4: A very long discussion ensued on the motion, which was eventually carried by 20 votes to 8.: [841, 1899, 971, 1931]
- article-cricket: The match of the Australians against Oxford University began at Oxford to-day. The feature of the day's play was Gilbert's splendid work with the ball. He captured eight wickets at a cost of a little under 9 runs each. Noble won 207 minutes at the wickets, and played a brilliant all-round game. He gave a chance at the wicket when he had made 35. Scores:—: [6, 818, 136, 935]
- ad-sander-end: THE GENUINE SANDER AND SONS PURE VOLATILE EUCALYPTI EXTRACT.: [14, 1824, 128, 1857]
